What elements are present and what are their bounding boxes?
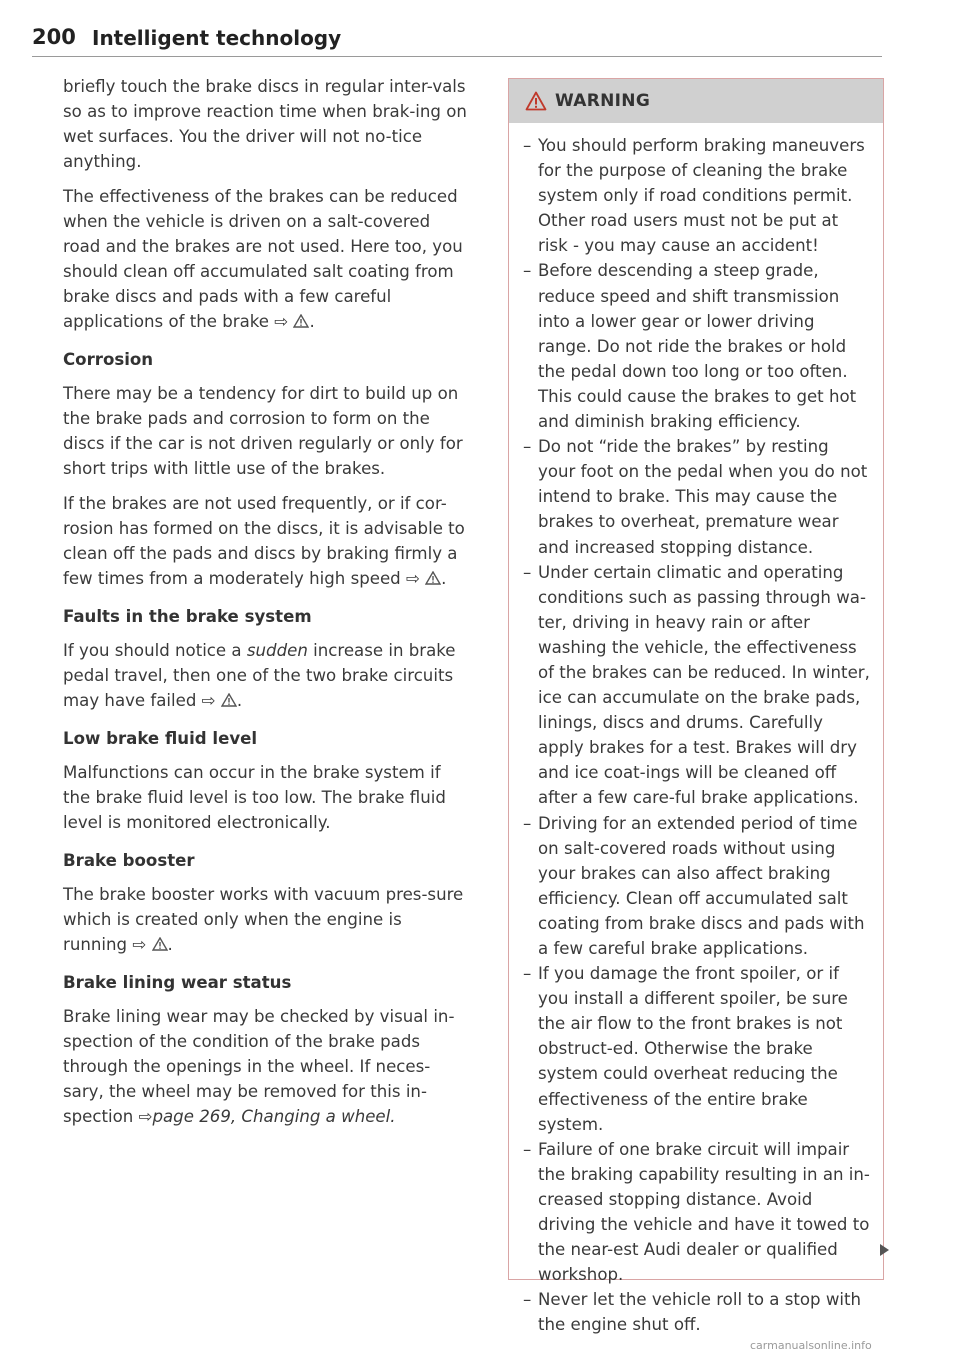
list-item: – Under certain climatic and operating conditions such as passing through wa-ter, driving in heavy rain or after washing the vehicle, the effectiveness of the brakes can be reduced. In winter, ice can accumulate on the brake pads, linings, discs and drums. Carefully apply brakes for a test. Brakes will dry and ice coat-ings will be cleaned off after a few care-ful brake applications. — [523, 562, 870, 808]
warning-title: WARNING — [555, 91, 651, 111]
page-reference-link[interactable]: ⇨page 269, Changing a wheel. — [138, 1107, 396, 1126]
warning-reference[interactable]: ⇨ . — [274, 312, 315, 331]
paragraph: The effectiveness of the brakes can be reduced when the vehicle is driven on a salt-covered road and the brakes are not used. Here too, you should clean off accumulated salt coating from brake discs and pads with a few careful applications of the brake ⇨ . — [63, 187, 463, 331]
watermark: carmanualsonline.info — [750, 1339, 872, 1352]
warning-triangle-icon — [221, 693, 237, 707]
page-number: 200 — [32, 25, 76, 49]
heading-booster: Brake booster — [63, 851, 195, 870]
list-item: – Do not “ride the brakes” by resting your foot on the pedal when you do not intend to brake. This may cause the brakes to overheat, premature wear and increased stopping distance. — [523, 437, 868, 557]
paragraph: If you should notice a sudden increase in brake pedal travel, then one of the two brake circuits may have failed ⇨ . — [63, 641, 456, 710]
warning-header — [509, 79, 883, 123]
warning-triangle-icon — [525, 91, 547, 111]
warning-reference[interactable]: ⇨ . — [201, 691, 243, 710]
list-item: – If you damage the front spoiler, or if you install a different spoiler, be sure the air flow to the front brakes is not obstruct-ed. Otherwise the brake system could overheat reducing the effectiveness of the entire brake system. — [523, 964, 848, 1134]
paragraph: briefly touch the brake discs in regular inter-vals so as to improve reaction time when brak-ing on wet surfaces. You the driver will not no-tice anything. — [63, 77, 467, 171]
warning-box — [508, 78, 884, 1335]
paragraph: Brake lining wear may be checked by visual in-spection of the condition of the brake pads through the openings in the wheel. If neces-sary, the wheel may be removed for this in-spection ⇨page 269, Changing a wheel. — [63, 1007, 455, 1126]
list-item: – Driving for an extended period of time on salt-covered roads without using your brakes can also affect braking efficiency. Clean off accumulated salt coating from brake discs and pads with a few careful brake applications. — [523, 813, 865, 958]
heading-faults: Faults in the brake system — [63, 607, 312, 626]
warning-triangle-icon — [152, 937, 168, 951]
continue-arrow-icon — [880, 1244, 889, 1256]
list-item: – Never let the vehicle roll to a stop with the engine shut off. — [523, 1290, 862, 1335]
warning-list — [509, 123, 883, 1338]
paragraph: The brake booster works with vacuum pres-sure which is created only when the engine is running ⇨ . — [63, 885, 464, 954]
warning-triangle-icon — [425, 571, 441, 585]
paragraph: If the brakes are not used frequently, or if cor-rosion has formed on the discs, it is advisable to clean off the pads and discs by braking firmly a few times from a moderately high speed ⇨ . — [63, 494, 465, 588]
list-item: – Failure of one brake circuit will impair the braking capability resulting in an in-creased stopping distance. Avoid driving the vehicle and have it towed to the near-est Audi dealer or qualified workshop. — [523, 1139, 870, 1285]
heading-lining-wear: Brake lining wear status — [63, 973, 292, 992]
section-title: Intelligent technology — [92, 26, 342, 50]
list-item: – You should perform braking maneuvers for the purpose of cleaning the brake system only if road conditions permit. Other road users must not be put at risk - you may cause an accident! — [523, 136, 865, 256]
warning-reference[interactable]: ⇨ . — [132, 935, 173, 954]
list-item: – Before descending a steep grade, reduce speed and shift transmission into a lower gear or lower driving range. Do not ride the brakes or hold the pedal down too long or too often. This could cause the brakes to get hot and diminish braking efficiency. — [523, 261, 857, 432]
paragraph: There may be a tendency for dirt to build up on the brake pads and corrosion to form on the discs if the car is not driven regularly or only for short trips with little use of the brakes. — [63, 384, 463, 478]
heading-corrosion: Corrosion — [63, 350, 154, 369]
left-column — [63, 74, 468, 1139]
heading-low-fluid: Low brake fluid level — [63, 729, 258, 748]
warning-reference[interactable]: ⇨ . — [405, 569, 447, 588]
paragraph: Malfunctions can occur in the brake system if the brake fluid level is too low. The brake fluid level is monitored electronically. — [63, 763, 446, 832]
page-header — [32, 22, 882, 57]
warning-triangle-icon — [293, 314, 309, 328]
